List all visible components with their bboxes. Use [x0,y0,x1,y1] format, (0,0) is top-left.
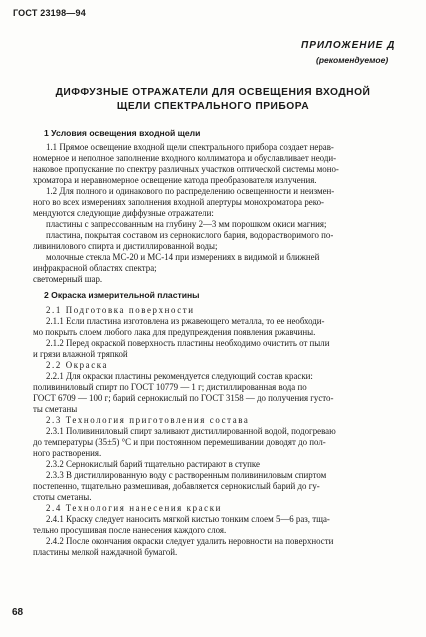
text-line: стоты сметаны. [33,492,92,502]
text-line: 2.4.1 Краску следует наносить мягкой кистью тонким слоем 5—6 раз, тща- [46,514,330,524]
text-line: 2.3.1 Поливиниловый спирт заливают дистиллированной водой, подогреваю [46,426,336,436]
text-line: хроматора и неравномерное освещение катода преобразователя излучения. [33,175,317,185]
text-line: до температуры (35±5) °C и при постоянном перемешивании доводят до пол- [33,437,326,447]
recommended-label: (рекомендуемое) [316,55,389,65]
page-number: 68 [12,607,24,618]
title-line-1: ДИФФУЗНЫЕ ОТРАЖАТЕЛИ ДЛЯ ОСВЕЩЕНИЯ ВХОДНОЙ [55,87,371,98]
text-line: 2.3.2 Сернокислый барий тщательно растирают в ступке [46,459,260,469]
title-line-2: ЩЕЛИ СПЕКТРАЛЬНОГО ПРИБОРА [116,101,310,112]
text-line: 2.3.3 В дистиллированную воду с растворенным поливиниловым спиртом [46,470,327,480]
text-line: ливинилового спирта и дистиллированной воды; [33,241,218,251]
text-line: мо покрыть слоем любого лака для предупреждения появления ржавчины. [33,327,316,337]
text-line: ного растворения. [33,448,102,458]
text-line: тельно просушивая после нанесения каждого слоя. [33,525,227,535]
text-line: 2.2.1 Для окраски пластины рекомендуется следующий состав краски: [46,371,313,381]
text-line: светомерный шар. [33,274,103,284]
text-line: наковое пропускание по спектру различных участков оптической системы моно- [33,164,339,174]
text-line: пластины с запрессованным на глубину 2—3 мм порошком окиси магния; [46,219,327,229]
subsection-heading: 2.4 Технология нанесения краски [46,503,222,513]
text-line: 2.1.2 Перед окраской поверхность пластины необходимо очистить от пыли [46,338,330,348]
doc-code: ГОСТ 23198—94 [13,8,86,18]
text-line: постепенно, тщательно размешивая, добавляется сернокислый барий до гу- [33,481,320,491]
section-heading-2: 2 Окраска измерительной пластины [44,290,200,300]
text-line: молочные стекла МС-20 и МС-14 при измерениях в видимой и ближней [46,252,320,262]
text-line: ГОСТ 6709 — 100 г; барий сернокислый по ГОСТ 3158 — до получения густо- [33,393,334,403]
text-line: поливиниловый спирт по ГОСТ 10779 — 1 г; дистиллированная вода по [33,382,307,392]
subsection-heading: 2.2 Окраска [46,360,109,370]
appendix-label: ПРИЛОЖЕНИЕ Д [301,40,396,51]
text-line: пластины мелкой наждачной бумагой. [33,547,178,557]
text-line: пластина, покрытая составом из сернокислого бария, водорастворимого по- [46,230,334,240]
text-line: ного во всех измерениях заполнения входной апертуры монохроматора реко- [33,197,324,207]
text-line: 2.4.2 После окончания окраски следует удалить неровности на поверхности [46,536,334,546]
subsection-heading: 2.3 Технология приготовления состава [46,415,250,425]
text-line: инфракрасной областях спектра; [33,263,157,273]
subsection-heading: 2.1 Подготовка поверхности [46,305,195,315]
text-line: 2.1.1 Если пластина изготовлена из ржавеющего металла, то ее необходи- [46,316,325,326]
text-line: ты сметаны [33,404,78,414]
section-heading-1: 1 Условия освещения входной щели [44,128,201,138]
text-line: 1.1 Прямое освещение входной щели спектрального прибора создает нерав- [46,142,334,152]
text-line: 1.2 Для полного и одинакового по распределению освещенности и неизмен- [46,186,335,196]
text-line: и грязи влажной тряпкой [33,349,128,359]
text-line: мендуются следующие диффузные отражатели: [33,208,214,218]
text-line: номерное и неполное заполнение входного коллиматора и обуславливает неоди- [33,153,337,163]
